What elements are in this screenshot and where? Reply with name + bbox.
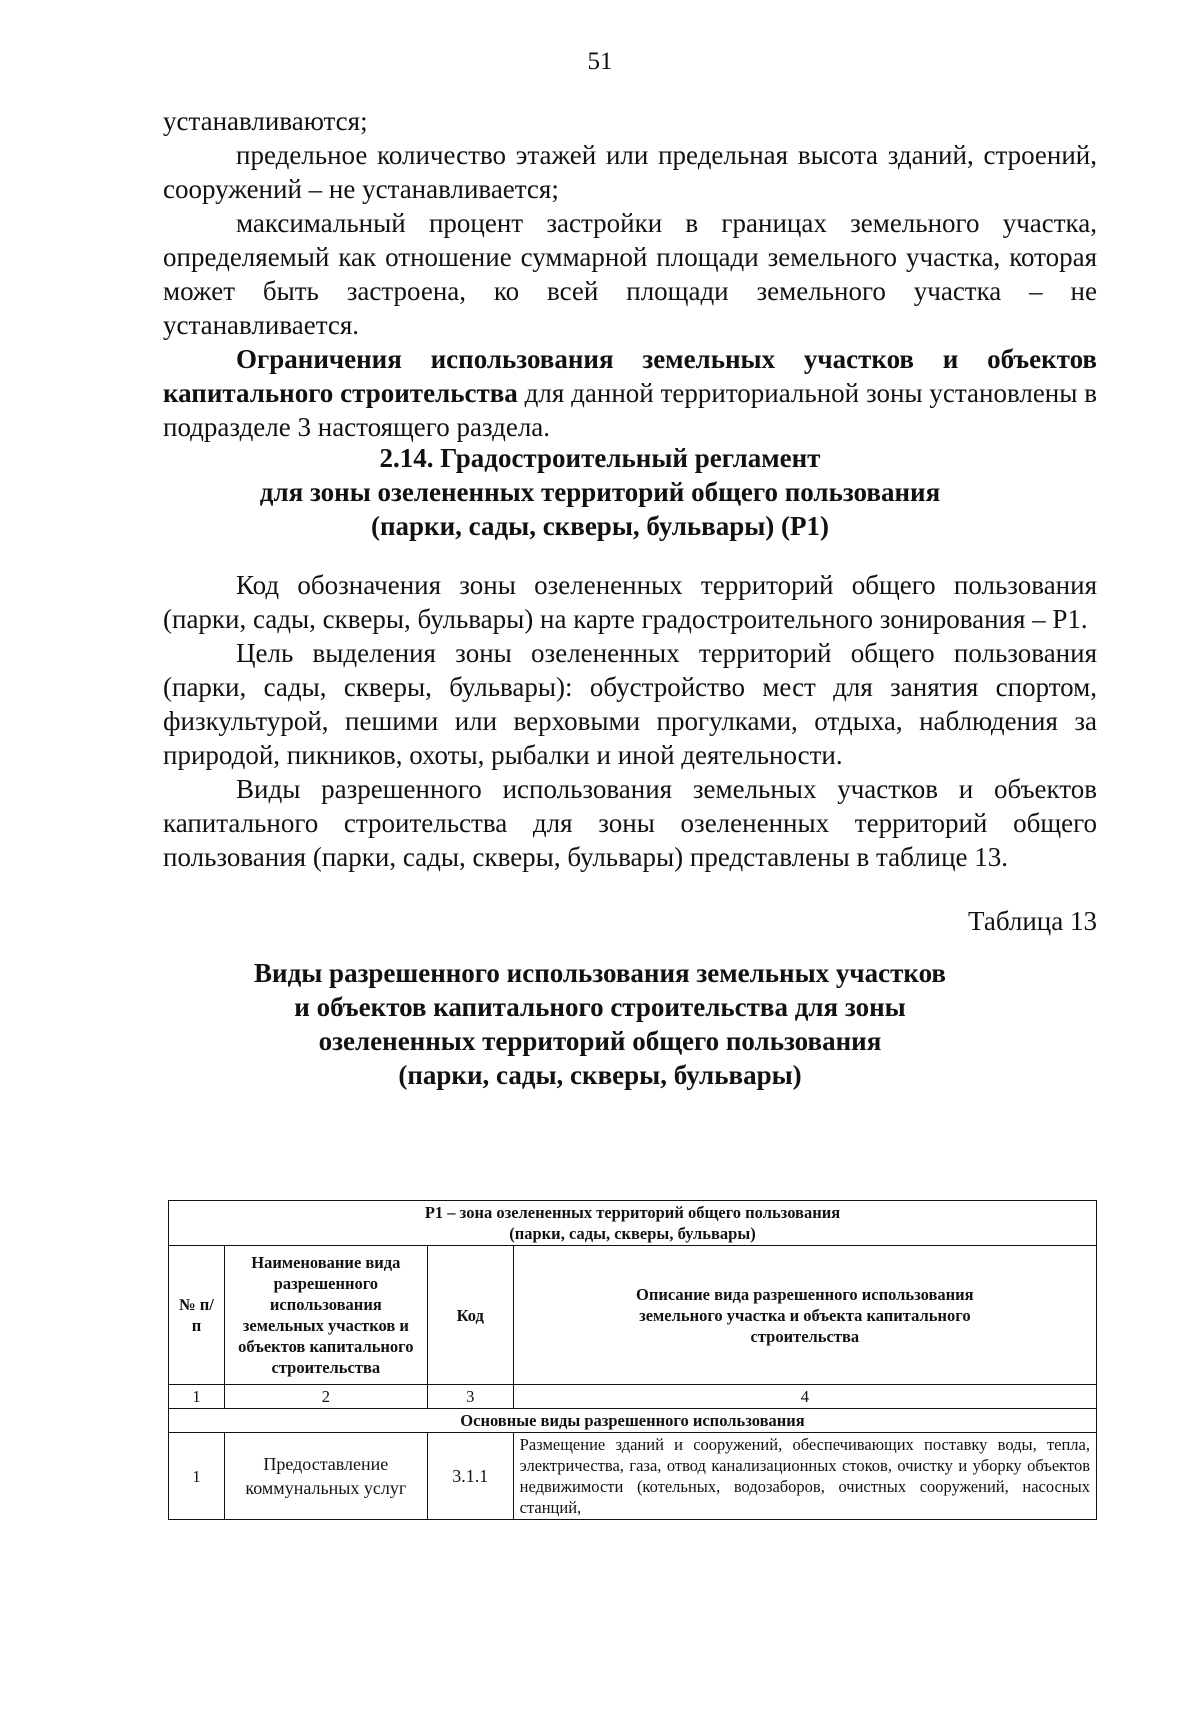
table-row bbox=[169, 1433, 1097, 1520]
section-text bbox=[163, 568, 1097, 874]
zone-header-row bbox=[169, 1201, 1097, 1246]
intro-paragraph-restrictions bbox=[163, 342, 1097, 444]
section-paragraph-purpose: Цель выделения зоны озелененных территорий общего пользования (парки, сады, скверы, бульвары): обустройство мест для занятия спортом, физкультурой, пешими или верховыми прогулками, отдыха, наблюдения за природой, пикников, охоты, рыбалки и иной деятельности. bbox=[163, 638, 1097, 770]
column-header-row bbox=[169, 1246, 1097, 1385]
row-code: 3.1.1 bbox=[427, 1433, 513, 1520]
column-number: 1 bbox=[169, 1385, 225, 1409]
zone-header-line-2: (парки, сады, скверы, бульвары) bbox=[509, 1224, 756, 1243]
row-desc: Размещение зданий и сооружений, обеспечивающих поставку воды, тепла, электричества, газа, отвод канализационных стоков, очистку и уборку объектов недвижимости (котельных, водозаборов, очистных сооружений, насосных станций, bbox=[513, 1433, 1096, 1520]
row-num: 1 bbox=[169, 1433, 225, 1520]
group-row bbox=[169, 1409, 1097, 1433]
header-name: Наименование вида разрешенного использования земельных участков и объектов капитального строительства bbox=[224, 1246, 427, 1385]
intro-line: устанавливаются; bbox=[163, 106, 368, 136]
zone-header-line-1: Р1 – зона озелененных территорий общего пользования bbox=[424, 1203, 841, 1222]
table-title bbox=[0, 956, 1200, 1092]
restrictions-bold: Ограничения использования земельных участков и объектов капитального строительства bbox=[163, 344, 1097, 408]
section-paragraph-types: Виды разрешенного использования земельных участков и объектов капитального строительства для зоны озелененных территорий общего пользования (парки, сады, скверы, бульвары) представлены в таблице 13. bbox=[163, 774, 1097, 872]
section-title-line-3: (парки, сады, скверы, бульвары) (Р1) bbox=[370, 511, 830, 541]
table-title-line-3: озелененных территорий общего пользования bbox=[318, 1026, 882, 1056]
table-caption: Таблица 13 bbox=[968, 906, 1097, 936]
header-desc: Описание вида разрешенного использования земельного участка и объекта капитального строительства bbox=[513, 1246, 1096, 1385]
section-title bbox=[0, 441, 1200, 543]
group-cell: Основные виды разрешенного использования bbox=[169, 1409, 1097, 1433]
page-number: 51 bbox=[587, 48, 613, 75]
restrictions-rest: для данной территориальной зоны установлены в подразделе 3 настоящего раздела. bbox=[163, 378, 1097, 442]
section-title-line-1: 2.14. Градостроительный регламент bbox=[379, 443, 821, 473]
column-number: 2 bbox=[224, 1385, 427, 1409]
regulation-table bbox=[168, 1200, 1097, 1520]
table-title-line-1: Виды разрешенного использования земельных участков bbox=[254, 958, 946, 988]
column-number: 4 bbox=[513, 1385, 1096, 1409]
row-name: Предоставление коммунальных услуг bbox=[224, 1433, 427, 1520]
intro-text bbox=[163, 104, 1097, 444]
intro-paragraph-floors: предельное количество этажей или предельная высота зданий, строений, сооружений – не устанавливается; bbox=[163, 140, 1097, 204]
intro-paragraph-coverage: максимальный процент застройки в границах земельного участка, определяемый как отношение суммарной площади земельного участка, которая может быть застроена, ко всей площади земельного участка – не устанавливается. bbox=[163, 208, 1097, 340]
header-code: Код bbox=[427, 1246, 513, 1385]
zone-header-cell bbox=[169, 1201, 1097, 1246]
table-title-line-2: и объектов капитального строительства для зоны bbox=[294, 992, 906, 1022]
header-num: № п/п bbox=[169, 1246, 225, 1385]
column-number-row bbox=[169, 1385, 1097, 1409]
column-number: 3 bbox=[427, 1385, 513, 1409]
section-paragraph-code: Код обозначения зоны озелененных территорий общего пользования (парки, сады, скверы, бульвары) на карте градостроительного зонирования – Р1. bbox=[163, 570, 1097, 634]
section-title-line-2: для зоны озелененных территорий общего пользования bbox=[259, 477, 941, 507]
table-title-line-4: (парки, сады, скверы, бульвары) bbox=[398, 1060, 802, 1090]
